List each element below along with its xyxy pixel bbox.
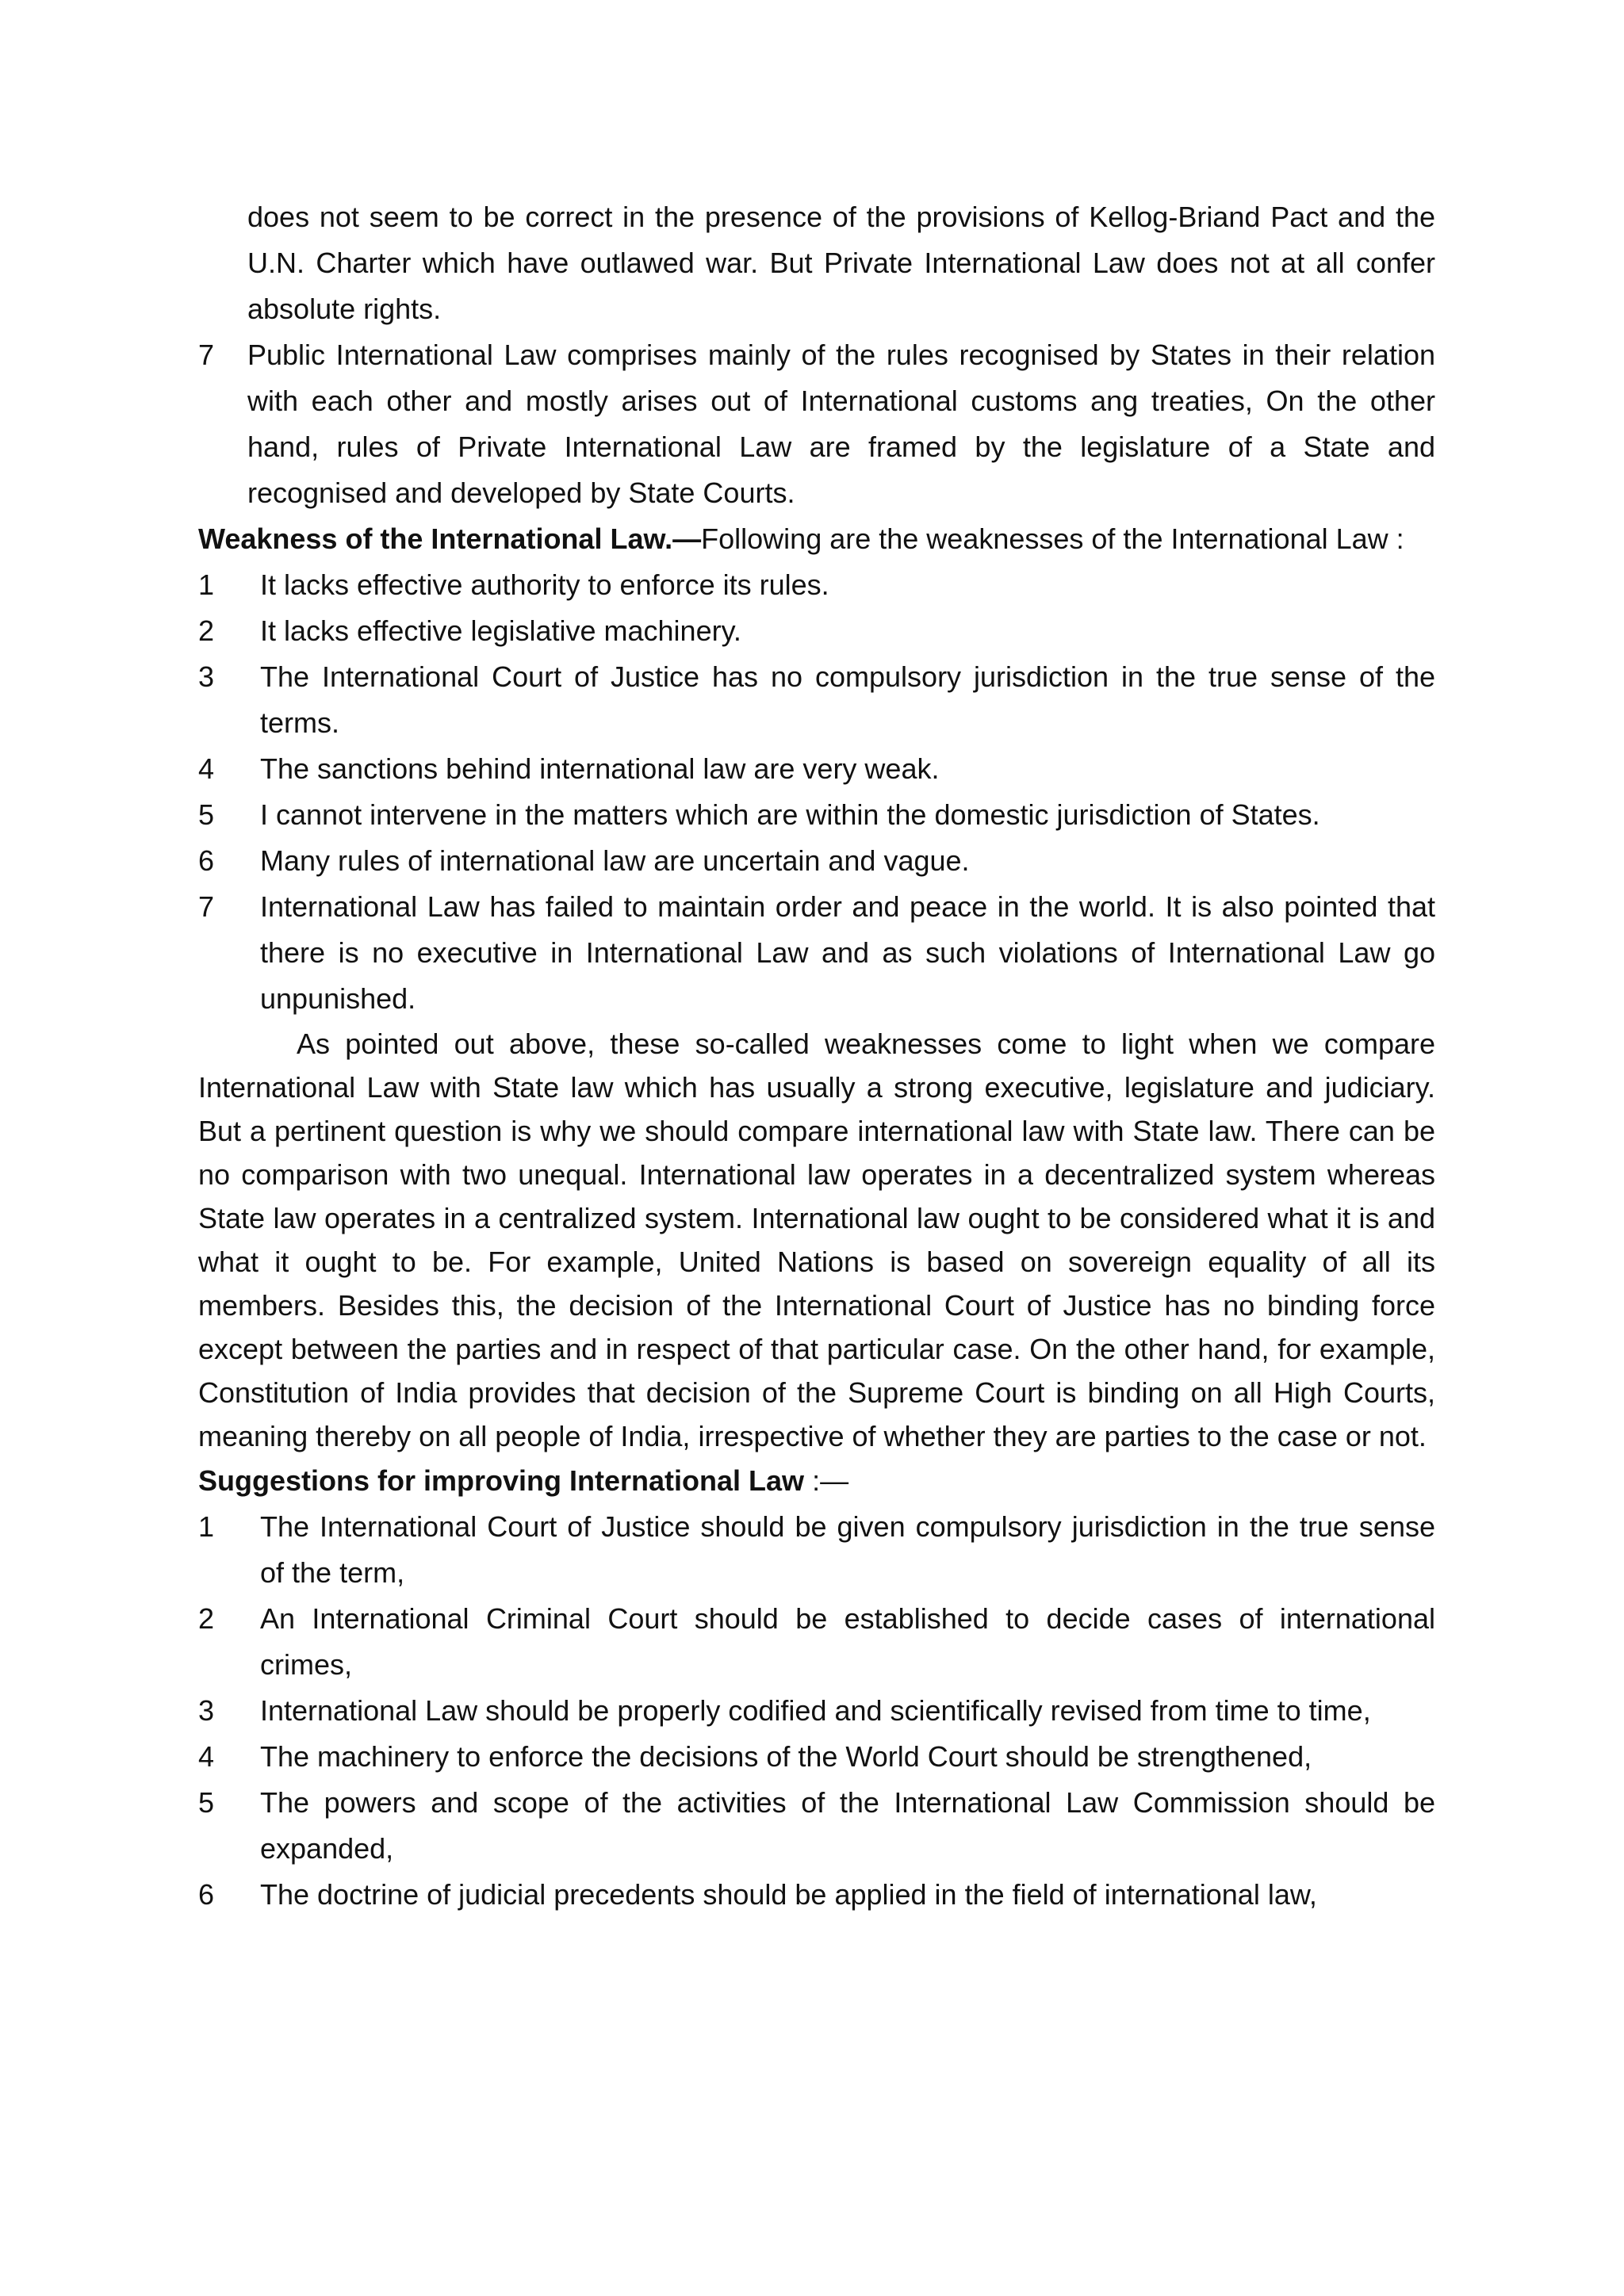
item-text: International Law should be properly codified and scientifically revised from time to time, xyxy=(260,1694,1371,1727)
list-item xyxy=(198,1688,1435,1734)
document-page xyxy=(198,194,1435,1918)
weakness-heading xyxy=(198,516,1435,562)
weakness-list xyxy=(198,562,1435,1022)
list-item xyxy=(198,562,1435,608)
item-text: I cannot intervene in the matters which are within the domestic jurisdiction of States. xyxy=(260,798,1320,831)
suggestions-suffix: :— xyxy=(804,1464,849,1497)
public-vs-private-point-7 xyxy=(198,332,1435,516)
list-item xyxy=(198,1780,1435,1872)
item-number: 3 xyxy=(198,660,215,693)
item-number: 7 xyxy=(198,890,215,923)
item-number: 4 xyxy=(198,752,215,785)
item-number: 4 xyxy=(198,1740,215,1773)
list-item xyxy=(198,608,1435,654)
item-text: Public International Law comprises mainly of the rules recognised by States in their relation with each other and mostly arises out of International customs ang treaties, On the other hand, rules of Private International Law are framed by the legislature of a State and recognised and developed by State Courts. xyxy=(247,339,1435,509)
item-number: 5 xyxy=(198,1786,215,1819)
item-text: International Law has failed to maintain order and peace in the world. It is also pointed that there is no executive in International Law and as such violations of International Law go unpunished. xyxy=(260,890,1435,1015)
item-number: 6 xyxy=(198,1878,215,1911)
item-number: 7 xyxy=(198,339,215,371)
discussion-paragraph: As pointed out above, these so-called weaknesses come to light when we compare International Law with State law which has usually a strong executive, legislature and judiciary. But a pertinent question is why we should compare international law with State law. There can be no comparison with two unequal. International law operates in a decentralized system whereas State law operates in a centralized system. International law ought to be considered what it is and what it ought to be. For example, United Nations is based on sovereign equality of all its members. Besides this, the decision of the International Court of Justice has no binding force except between the parties and in respect of that particular case. On the other hand, for example, Constitution of India provides that decision of the Supreme Court is binding on all High Courts, meaning thereby on all people of India, irrespective of whether they are parties to the case or not. xyxy=(198,1027,1435,1452)
item-text: An International Criminal Court should be established to decide cases of international crimes, xyxy=(260,1602,1435,1681)
item-number: 1 xyxy=(198,1510,215,1543)
item-text: The International Court of Justice should be given compulsory jurisdiction in the true sense of the term, xyxy=(260,1510,1435,1589)
item-text: The machinery to enforce the decisions of the World Court should be strengthened, xyxy=(260,1740,1312,1773)
item-text: Many rules of international law are uncertain and vague. xyxy=(260,844,970,877)
list-item xyxy=(198,792,1435,838)
list-item xyxy=(198,1734,1435,1780)
list-item xyxy=(198,838,1435,884)
item-number: 6 xyxy=(198,844,215,877)
list-item xyxy=(198,1504,1435,1596)
item-number: 2 xyxy=(198,1602,215,1635)
suggestions-heading xyxy=(198,1458,1435,1504)
item-text: It lacks effective legislative machinery. xyxy=(260,614,741,647)
item-text: The doctrine of judicial precedents should be applied in the field of international law, xyxy=(260,1878,1317,1911)
item-text: The International Court of Justice has no compulsory jurisdiction in the true sense of the terms. xyxy=(260,660,1435,739)
weakness-title: Weakness of the International Law.— xyxy=(198,522,702,555)
suggestions-title: Suggestions for improving International Law xyxy=(198,1464,805,1497)
list-item xyxy=(198,1596,1435,1688)
list-item xyxy=(198,746,1435,792)
suggestions-list xyxy=(198,1504,1435,1918)
list-item xyxy=(198,884,1435,1022)
item-text: The powers and scope of the activities of the International Law Commission should be expanded, xyxy=(260,1786,1435,1865)
item-number: 2 xyxy=(198,614,215,647)
list-item xyxy=(198,654,1435,746)
weakness-intro: Following are the weaknesses of the International Law : xyxy=(701,522,1404,555)
list-item xyxy=(198,1872,1435,1918)
item-text: It lacks effective authority to enforce its rules. xyxy=(260,568,829,601)
item-number: 1 xyxy=(198,568,215,601)
item-number: 3 xyxy=(198,1694,215,1727)
item-text: The sanctions behind international law are very weak. xyxy=(260,752,940,785)
item-number: 5 xyxy=(198,798,215,831)
continuation-paragraph: does not seem to be correct in the presence of the provisions of Kellog-Briand Pact and the U.N. Charter which have outlawed war. But Private International Law does not at all confer absolute rights. xyxy=(247,201,1435,325)
